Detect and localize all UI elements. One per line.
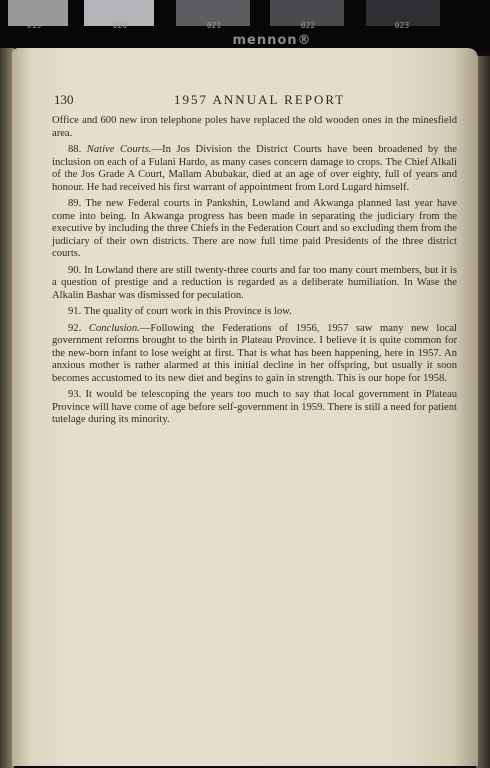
frame-number: 023 bbox=[394, 21, 410, 30]
page-number: 130 bbox=[54, 92, 74, 107]
page-body bbox=[52, 115, 457, 431]
paragraph: Office and 600 new iron telephone poles have replaced the old wooden ones in the minesfield area. bbox=[52, 115, 457, 139]
page-header bbox=[54, 92, 454, 108]
paragraph-number: 88. bbox=[68, 144, 82, 155]
frame-number: 020 bbox=[112, 21, 128, 30]
paragraph-88 bbox=[52, 144, 457, 194]
film-strip bbox=[0, 0, 490, 52]
film-brand: mennon® bbox=[232, 33, 312, 48]
frame-number: 022 bbox=[300, 21, 316, 30]
paragraph-89: 89. The new Federal courts in Pankshin, Lowland and Akwanga planned last year have come into being. In Akwanga progress has been made in separating the judiciary from the executive by including the three Chiefs in the Federation Court and so excluding them from the judiciary of their own districts. There are now full time paid Presidents of the three district courts. bbox=[52, 198, 457, 259]
paragraph-heading: Native Courts. bbox=[86, 144, 152, 155]
paragraph-number: 92. bbox=[68, 322, 82, 334]
paragraph-text: —Following the Federations of 1956, 1957 saw many new local government reforms brought to the birth in Plateau Province. I believe it is quite common for the new-born infant to lose weight at first. That is what has been happening, here in 1957. An anxious mother is rather alarmed at this initial decline in her offspring, but usually it soon becomes accustomed to its new diet and begins to gain in strength. This is our hope for 1958. bbox=[52, 322, 457, 384]
paragraph-93: 93. It would be telescoping the years too much to say that local government in Plateau Province will have come of age before self-government in 1959. There is still a need for patient tutelage during its minority. bbox=[52, 389, 457, 425]
paragraph-92 bbox=[52, 323, 457, 386]
paragraph-text: —In Jos Division the District Courts have been broadened by the inclusion on each of a Fulani Hardo, as many cases concern damage to crops. The Chief Alkali of the Jos Grade A Court, Mallam Abubakar, died at an age of over eighty, full of years and honour. He had received his first warrant of appointment from Lord Lugard himself. bbox=[52, 144, 457, 193]
book-edge bbox=[476, 56, 490, 768]
frame-number: 019 bbox=[26, 21, 42, 30]
running-title: 1957 ANNUAL REPORT bbox=[174, 92, 346, 107]
paragraph-heading: Conclusion. bbox=[88, 322, 140, 334]
frame-number: 021 bbox=[206, 21, 222, 30]
paragraph-90: 90. In Lowland there are still twenty-three courts and far too many court members, but it is a question of prestige and a reduction is regarded as a deliberate humiliation. In Wase the Alkalin Bashar was dismissed for peculation. bbox=[52, 264, 457, 301]
paragraph-91: 91. The quality of court work in this Province is low. bbox=[68, 306, 292, 317]
